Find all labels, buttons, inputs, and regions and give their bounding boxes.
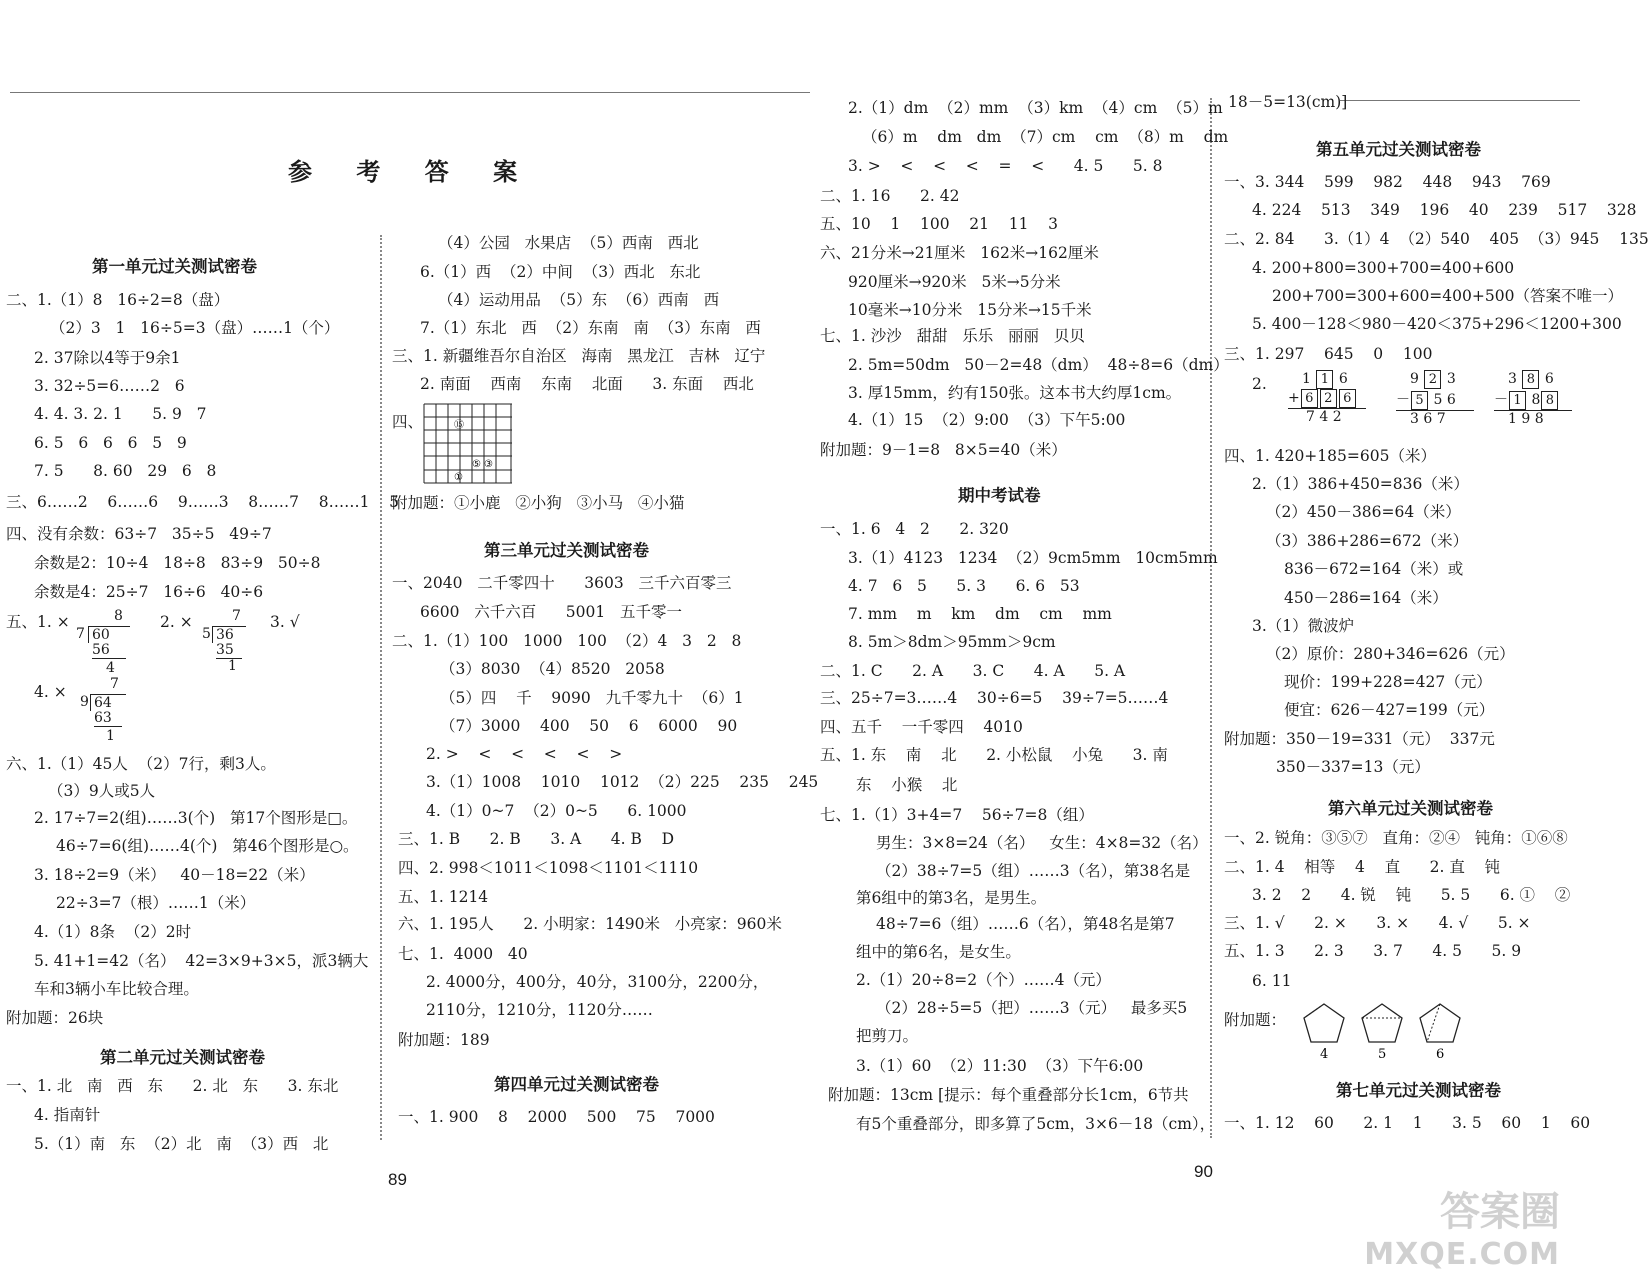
- division-remainder: 1: [106, 728, 115, 744]
- blank-box: 6: [1339, 389, 1356, 408]
- answer-line: 46÷7=6(组)……4(个) 第46个图形是○。: [56, 837, 359, 855]
- answer-line: 把剪刀。: [856, 1027, 919, 1045]
- answer-line: 四、没有余数：63÷7 35÷5 49÷7: [6, 525, 272, 543]
- answer-line: 一、2040 二千零四十 3603 三千六百零三: [392, 574, 732, 592]
- answer-line: 3. 32÷5=6……2 6: [34, 377, 185, 395]
- division-quotient: 8: [114, 608, 123, 624]
- answer-line: 5. 400－128＜980－420＜375+296＜1200+300: [1252, 315, 1622, 333]
- answer-line: 4. 7 6 5 5. 3 6. 6 53: [848, 577, 1080, 595]
- answer-line: 5.（1）南 东 （2）北 南 （3）西 北: [34, 1135, 329, 1153]
- answer-line: 7. mm m km dm cm mm: [848, 605, 1112, 623]
- digit: 5: [1433, 392, 1443, 408]
- division-product: 35: [216, 642, 242, 659]
- page-number-right: 90: [1194, 1162, 1213, 1181]
- answer-line: 四、1. 420+185=605（米）: [1224, 447, 1436, 465]
- answer-line: 三、1. 297 645 0 100: [1224, 345, 1433, 363]
- answer-line: 2. 17÷7=2(组)……3(个) 第17个图形是□。: [34, 809, 358, 827]
- answer-line: 7.（1）东北 西 （2）东南 南 （3）东南 西: [420, 319, 761, 337]
- watermark-logo: [1364, 1180, 1560, 1272]
- division-product: 63: [94, 710, 122, 727]
- grid-mark: ⑤: [472, 459, 481, 470]
- vertical-calc-2: [1396, 370, 1474, 427]
- division-quotient: 7: [232, 608, 241, 624]
- answer-line: （2）28÷5=5（把）……3（元） 最多买5: [876, 999, 1188, 1017]
- answer-line: 六、1. 195人 2. 小明家：1490米 小亮家：960米: [398, 915, 782, 933]
- section-heading-unit3: 第三单元过关测试密卷: [484, 541, 649, 560]
- answer-line: 余数是4：25÷7 16÷6 40÷6: [34, 583, 264, 601]
- answer-line: 2.: [1252, 375, 1267, 393]
- answer-line: 4. 224 513 349 196 40 239 517 328: [1252, 201, 1637, 219]
- answer-line: 组中的第6名，是女生。: [856, 943, 1021, 961]
- page-number-left: 89: [388, 1170, 407, 1189]
- digit: 1: [1302, 371, 1311, 387]
- answer-line: 2. 5m=50dm 50－2=48（dm） 48÷8=6（dm）: [848, 356, 1229, 374]
- answer-line: （3）386+286=672（米）: [1266, 532, 1469, 550]
- answer-line: （3）9人或5人: [48, 782, 156, 800]
- answer-line: 5. 41+1=42（名） 42=3×9+3×5，派3辆大: [34, 952, 369, 970]
- grid-mark: ⑮: [454, 420, 464, 431]
- answer-line: 8. 5m＞8dm＞95mm＞9cm: [848, 633, 1056, 651]
- answer-line: 二、1. C 2. A 3. C 4. A 5. A: [820, 662, 1126, 680]
- answer-line: 附加题：①小鹿 ②小狗 ③小马 ④小猫: [392, 494, 685, 512]
- section-heading-unit5: 第五单元过关测试密卷: [1316, 140, 1481, 159]
- answer-line: 七、1. 4000 40: [398, 945, 528, 963]
- digit: 6: [1544, 371, 1554, 387]
- answer-line: 2. 37除以4等于9余1: [34, 349, 181, 367]
- answer-line: 六、21分米→21厘米 162米→162厘米: [820, 244, 1099, 262]
- answer-line: （2）450－386=64（米）: [1266, 503, 1461, 521]
- answer-line: 6. 5 6 6 6 5 9: [34, 434, 187, 452]
- division-quotient: 7: [110, 676, 119, 692]
- blank-box: 1: [1509, 391, 1526, 410]
- answer-line: 7. 5 8. 60 29 6 8: [34, 462, 217, 480]
- answer-line: 三、25÷7=3……4 30÷6=5 39÷7=5……4: [820, 689, 1169, 707]
- answer-line: 4. 指南针: [34, 1106, 101, 1124]
- division-dividend: 36: [212, 626, 246, 643]
- answer-line: 三、1. √ 2. × 3. × 4. √ 5. ×: [1224, 914, 1531, 932]
- grid-mark: ③: [484, 459, 493, 470]
- operator: －: [1396, 392, 1410, 408]
- division-divisor: 7: [76, 626, 85, 642]
- answer-line: 4. ×: [34, 683, 67, 701]
- answer-line: 22÷3=7（根）……1（米）: [56, 894, 256, 912]
- answer-line: 一、1. 6 4 2 2. 320: [820, 520, 1009, 538]
- section-heading-unit2: 第二单元过关测试密卷: [100, 1048, 265, 1067]
- answer-line: 二、1.（1）100 1000 100 （2）4 3 2 8: [392, 632, 742, 650]
- answer-line: 附加题：13cm [提示：每个重叠部分长1cm，6节共: [828, 1086, 1189, 1104]
- position-grid: [424, 404, 512, 484]
- answer-line: 附加题：189: [398, 1031, 490, 1049]
- answer-line: 有5个重叠部分，即多算了5cm，3×6－18（cm），: [856, 1115, 1216, 1133]
- answer-line: 六、1.（1）45人 （2）7行，剩3人。: [6, 755, 276, 773]
- blank-box: 8: [1522, 370, 1539, 389]
- answer-line: 3. 18÷2=9（米） 40－18=22（米）: [34, 866, 315, 884]
- answer-line: 48÷7=6（组）……6（名），第48名是第7: [876, 915, 1175, 933]
- operator: －: [1494, 392, 1508, 408]
- blank-box: 2: [1424, 370, 1441, 389]
- pentagon-label: 5: [1378, 1047, 1387, 1062]
- answer-line: （4）公园 水果店 （5）西南 西北: [438, 234, 699, 252]
- answer-line: 2. ×: [160, 613, 193, 631]
- watermark-url: MXQE.COM: [1364, 1237, 1560, 1272]
- calc-result: 3 6 7: [1410, 411, 1446, 427]
- answer-line: （2）原价：280+346=626（元）: [1266, 645, 1515, 663]
- answer-line: 18－5=13(cm)]: [1228, 93, 1348, 111]
- answer-line: 七、1.（1）3+4=7 56÷7=8（组）: [820, 806, 1094, 824]
- answer-line: 现价：199+228=427（元）: [1284, 673, 1492, 691]
- answer-line: 五、1. 3 2. 3 3. 7 4. 5 5. 9: [1224, 942, 1522, 960]
- answer-line: 五、1. 1214: [398, 888, 489, 906]
- answer-line: 三、1. B 2. B 3. A 4. B D: [398, 830, 675, 848]
- section-heading-unit7: 第七单元过关测试密卷: [1336, 1081, 1501, 1100]
- answer-line: （2）38÷7=5（组）……3（名），第38名是: [876, 862, 1191, 880]
- vertical-calc-1: [1288, 370, 1366, 425]
- pentagon-label: 6: [1436, 1047, 1445, 1062]
- answer-line: 4.（1）8条 （2）2时: [34, 923, 192, 941]
- answer-line: 6. 11: [1252, 972, 1292, 990]
- answer-line: 2. 4000分，400分，40分，3100分，2200分，: [426, 973, 769, 991]
- division-remainder: 1: [228, 658, 237, 674]
- division-dividend: 64: [90, 694, 126, 711]
- answer-line: 6600 六千六百 5001 五千零一: [420, 603, 683, 621]
- digit: 9: [1410, 371, 1419, 387]
- answer-line: 3.（1）1008 1010 1012 （2）225 235 245: [426, 773, 819, 791]
- answer-line: 四、2. 998＜1011＜1098＜1101＜1110: [398, 859, 699, 877]
- answer-line: 一、1. 900 8 2000 500 75 7000: [398, 1108, 715, 1126]
- top-rule-left: [10, 92, 810, 93]
- answer-line: 附加题：9－1=8 8×5=40（米）: [820, 441, 1067, 459]
- division-dividend: 60: [88, 626, 130, 643]
- division-remainder: 4: [106, 660, 115, 676]
- section-heading-unit4: 第四单元过关测试密卷: [494, 1075, 659, 1094]
- answer-line: （4）运动用品 （5）东 （6）西南 西: [438, 291, 720, 309]
- section-heading-midterm: 期中考试卷: [958, 486, 1041, 505]
- blank-box: 6: [1301, 389, 1318, 408]
- answer-line: （7）3000 400 50 6 6000 90: [440, 717, 738, 735]
- answer-line: 3.（1）微波炉: [1252, 617, 1355, 635]
- division-divisor: 5: [202, 626, 211, 642]
- answer-line: 二、1.（1）8 16÷2=8（盘）: [6, 291, 230, 309]
- answer-line: 836－672=164（米）或: [1284, 560, 1464, 578]
- pentagon-figures: [1302, 1000, 1472, 1062]
- section-heading-unit6: 第六单元过关测试密卷: [1328, 799, 1493, 818]
- answer-line: 10毫米→10分米 15分米→15千米: [848, 301, 1092, 319]
- answer-line: 附加题：: [1224, 1011, 1287, 1029]
- answer-line: 便宜：626－427=199（元）: [1284, 701, 1495, 719]
- answer-line: 3. > < < < = < 4. 5 5. 8: [848, 157, 1163, 175]
- pentagon-label: 4: [1320, 1047, 1329, 1062]
- answer-line: 附加题：26块: [6, 1009, 104, 1027]
- answer-line: 一、3. 344 599 982 448 943 769: [1224, 173, 1551, 191]
- calc-result: 1 9 8: [1508, 411, 1544, 427]
- answer-line: 2110分，1210分，1120分……: [426, 1001, 653, 1019]
- column-divider-left: [380, 235, 382, 1140]
- answer-line: 2.（1）20÷8=2（个）……4（元）: [856, 971, 1111, 989]
- answer-line: 五、10 1 100 21 11 3: [820, 215, 1059, 233]
- calc-result: 7 4 2: [1306, 409, 1342, 425]
- answer-line: 七、1. 沙沙 甜甜 乐乐 丽丽 贝贝: [820, 327, 1085, 345]
- answer-line: 一、2. 锐角：③⑤⑦ 直角：②④ 钝角：①⑥⑧: [1224, 829, 1568, 847]
- division-product: 56: [92, 642, 126, 659]
- answer-line: 6.（1）西 （2）中间 （3）西北 东北: [420, 263, 701, 281]
- digit: 3: [1446, 371, 1456, 387]
- digit: 8: [1531, 392, 1541, 408]
- answer-line: 450－286=164（米）: [1284, 589, 1448, 607]
- answer-line: 二、1. 4 相等 4 直 2. 直 钝: [1224, 858, 1501, 876]
- answer-line: 一、1. 北 南 西 东 2. 北 东 3. 东北: [6, 1077, 339, 1095]
- answer-line: 3. 厚15mm，约有150张。这本书大约厚1cm。: [848, 384, 1182, 402]
- answer-line: 3. 2 2 4. 锐 钝 5. 5 6. ① ②: [1252, 886, 1571, 904]
- answer-line: 4. 4. 3. 2. 1 5. 9 7: [34, 405, 207, 423]
- section-heading-unit1: 第一单元过关测试密卷: [92, 257, 257, 276]
- answer-line: 350－337=13（元）: [1276, 758, 1430, 776]
- division-divisor: 9: [80, 694, 89, 710]
- vertical-calc-3: [1494, 370, 1572, 427]
- answer-line: 男生：3×8=24（名） 女生：4×8=32（名）: [876, 834, 1208, 852]
- operator: +: [1288, 390, 1300, 406]
- answer-line: 3.（1）4123 1234 （2）9cm5mm 10cm5mm: [848, 549, 1218, 567]
- answer-line: 余数是2：10÷4 18÷8 83÷9 50÷8: [34, 554, 321, 572]
- answer-line: 4.（1）0~7 （2）0~5 6. 1000: [426, 802, 687, 820]
- answer-line: 2.（1）386+450=836（米）: [1252, 475, 1469, 493]
- answer-line: 五、1. ×: [6, 613, 70, 631]
- answer-line: 一、1. 12 60 2. 1 1 3. 5 60 1 60: [1224, 1114, 1591, 1132]
- answer-line: 五、1. 东 南 北 2. 小松鼠 小兔 3. 南: [820, 746, 1168, 764]
- answer-line: （2）3 1 16÷5=3（盘）……1（个）: [50, 319, 340, 337]
- answer-line: 2.（1）dm （2）mm （3）km （4）cm （5）m: [848, 99, 1223, 117]
- answer-line: 东 小猴 北: [856, 776, 958, 794]
- answer-line: 4.（1）15 （2）9:00 （3）下午5:00: [848, 411, 1126, 429]
- blank-box: 2: [1320, 389, 1337, 408]
- answer-line: 二、2. 84 3.（1）4 （2）540 405 （3）945 135: [1224, 230, 1649, 248]
- answer-line: 四、: [392, 413, 424, 431]
- column-divider-right: [1210, 98, 1212, 1138]
- blank-box: 8: [1541, 391, 1558, 410]
- page-title: 参 考 答 案: [288, 158, 536, 186]
- answer-line: 车和3辆小车比较合理。: [34, 980, 199, 998]
- blank-box: 5: [1411, 391, 1428, 410]
- answer-line: 2. 南面 西南 东南 北面 3. 东面 西北: [420, 375, 754, 393]
- digit: 3: [1508, 371, 1517, 387]
- answer-line: 3.（1）60 （2）11:30 （3）下午6:00: [856, 1057, 1144, 1075]
- answer-line: 二、1. 16 2. 42: [820, 187, 960, 205]
- top-rule-right: [1340, 100, 1580, 101]
- grid-mark: ①: [454, 472, 463, 483]
- answer-line: 200+700=300+600=400+500（答案不唯一）: [1272, 287, 1623, 305]
- answer-line: （5）四 千 9090 九千零九十 （6）1: [440, 689, 744, 707]
- blank-box: 1: [1316, 370, 1333, 389]
- answer-line: （3）8030 （4）8520 2058: [440, 660, 665, 678]
- answer-line: 附加题：350－19=331（元） 337元: [1224, 730, 1495, 748]
- answer-line: 3. √: [270, 613, 300, 631]
- answer-line: 三、6……2 6……6 9……3 8……7 8……1 5: [6, 493, 400, 511]
- digit: 6: [1338, 371, 1348, 387]
- answer-line: 2. > < < < < >: [426, 745, 623, 763]
- answer-line: （6）m dm dm （7）cm cm （8）m dm: [862, 128, 1229, 146]
- answer-line: 三、1. 新疆维吾尔自治区 海南 黑龙江 吉林 辽宁: [392, 347, 766, 365]
- answer-line: 第6组中的第3名，是男生。: [856, 889, 1047, 907]
- digit: 6: [1446, 392, 1456, 408]
- answer-line: 四、五千 一千零四 4010: [820, 718, 1023, 736]
- answer-line: 4. 200+800=300+700=400+600: [1252, 259, 1515, 277]
- answer-line: 920厘米→920米 5米→5分米: [848, 273, 1061, 291]
- watermark-text: 答案圈: [1440, 1189, 1560, 1235]
